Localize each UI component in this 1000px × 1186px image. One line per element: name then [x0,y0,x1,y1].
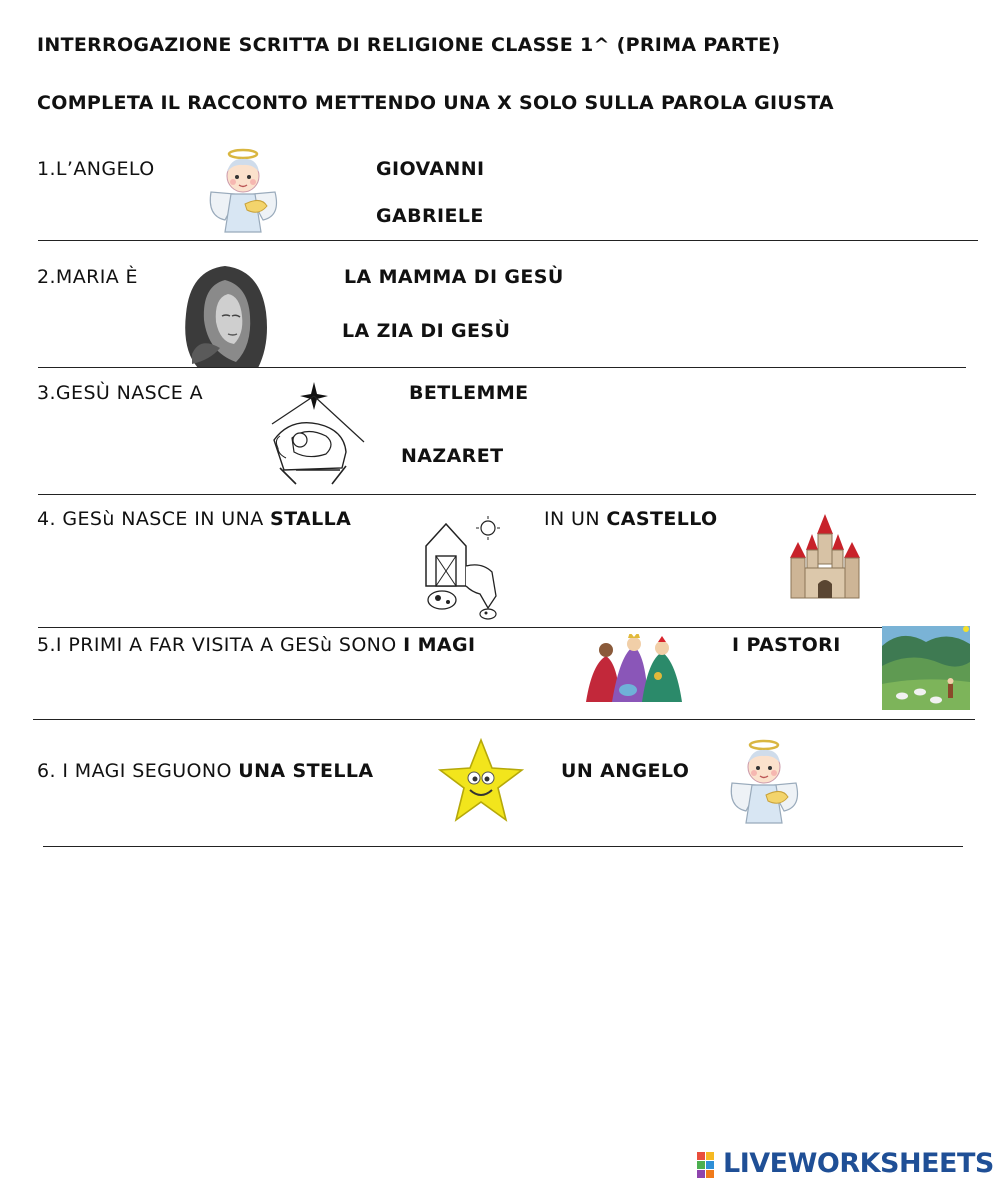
question-3-prompt: 3.GESÙ NASCE A [37,382,204,404]
question-4-option-stalla[interactable]: STALLA [270,508,352,530]
barn-icon [420,516,506,622]
star-icon [438,738,524,824]
question-4-prompt: 4. GESù NASCE IN UNA STALLA [37,508,352,530]
question-5-prompt: 5.I PRIMI A FAR VISITA A GESù SONO I MAGI [37,634,476,656]
divider [38,494,976,495]
question-4-option-castello[interactable]: CASTELLO [606,508,718,530]
magi-icon [582,634,688,704]
question-3-option-nazaret[interactable]: NAZARET [401,445,504,467]
question-6-option-stella[interactable]: UNA STELLA [238,760,374,782]
worksheet-title: INTERROGAZIONE SCRITTA DI RELIGIONE CLASSE 1^ (PRIMA PARTE) [37,34,781,56]
question-4-option-b: IN UN CASTELLO [544,508,718,530]
brand-name: LIVEWORKSHEETS [723,1148,994,1179]
question-5-option-magi[interactable]: I MAGI [403,634,476,656]
angel-icon [726,737,804,825]
castle-icon [784,512,866,600]
question-1-option-giovanni[interactable]: GIOVANNI [376,158,485,180]
worksheet-instruction: COMPLETA IL RACCONTO METTENDO UNA X SOLO SULLA PAROLA GIUSTA [37,92,834,114]
liveworksheets-logo [697,1148,994,1179]
divider [33,719,975,720]
question-5-option-pastori[interactable]: I PASTORI [732,634,841,656]
question-1-option-gabriele[interactable]: GABRIELE [376,205,484,227]
angel-icon [205,146,283,234]
question-2-option-zia[interactable]: LA ZIA DI GESÙ [342,320,511,342]
question-2-prompt: 2.MARIA È [37,266,138,288]
question-3-option-betlemme[interactable]: BETLEMME [409,382,529,404]
question-6-option-angelo[interactable]: UN ANGELO [561,760,690,782]
question-6-prompt: 6. I MAGI SEGUONO UNA STELLA [37,760,374,782]
divider [43,846,963,847]
question-2-option-mamma[interactable]: LA MAMMA DI GESÙ [344,266,564,288]
divider [38,627,968,628]
mary-portrait [180,264,270,370]
divider [38,367,966,368]
divider [38,240,978,241]
liveworksheets-logo-icon [697,1150,723,1178]
shepherds-icon [882,626,970,710]
question-1-prompt: 1.L’ANGELO [37,158,155,180]
manger-icon [266,378,370,486]
